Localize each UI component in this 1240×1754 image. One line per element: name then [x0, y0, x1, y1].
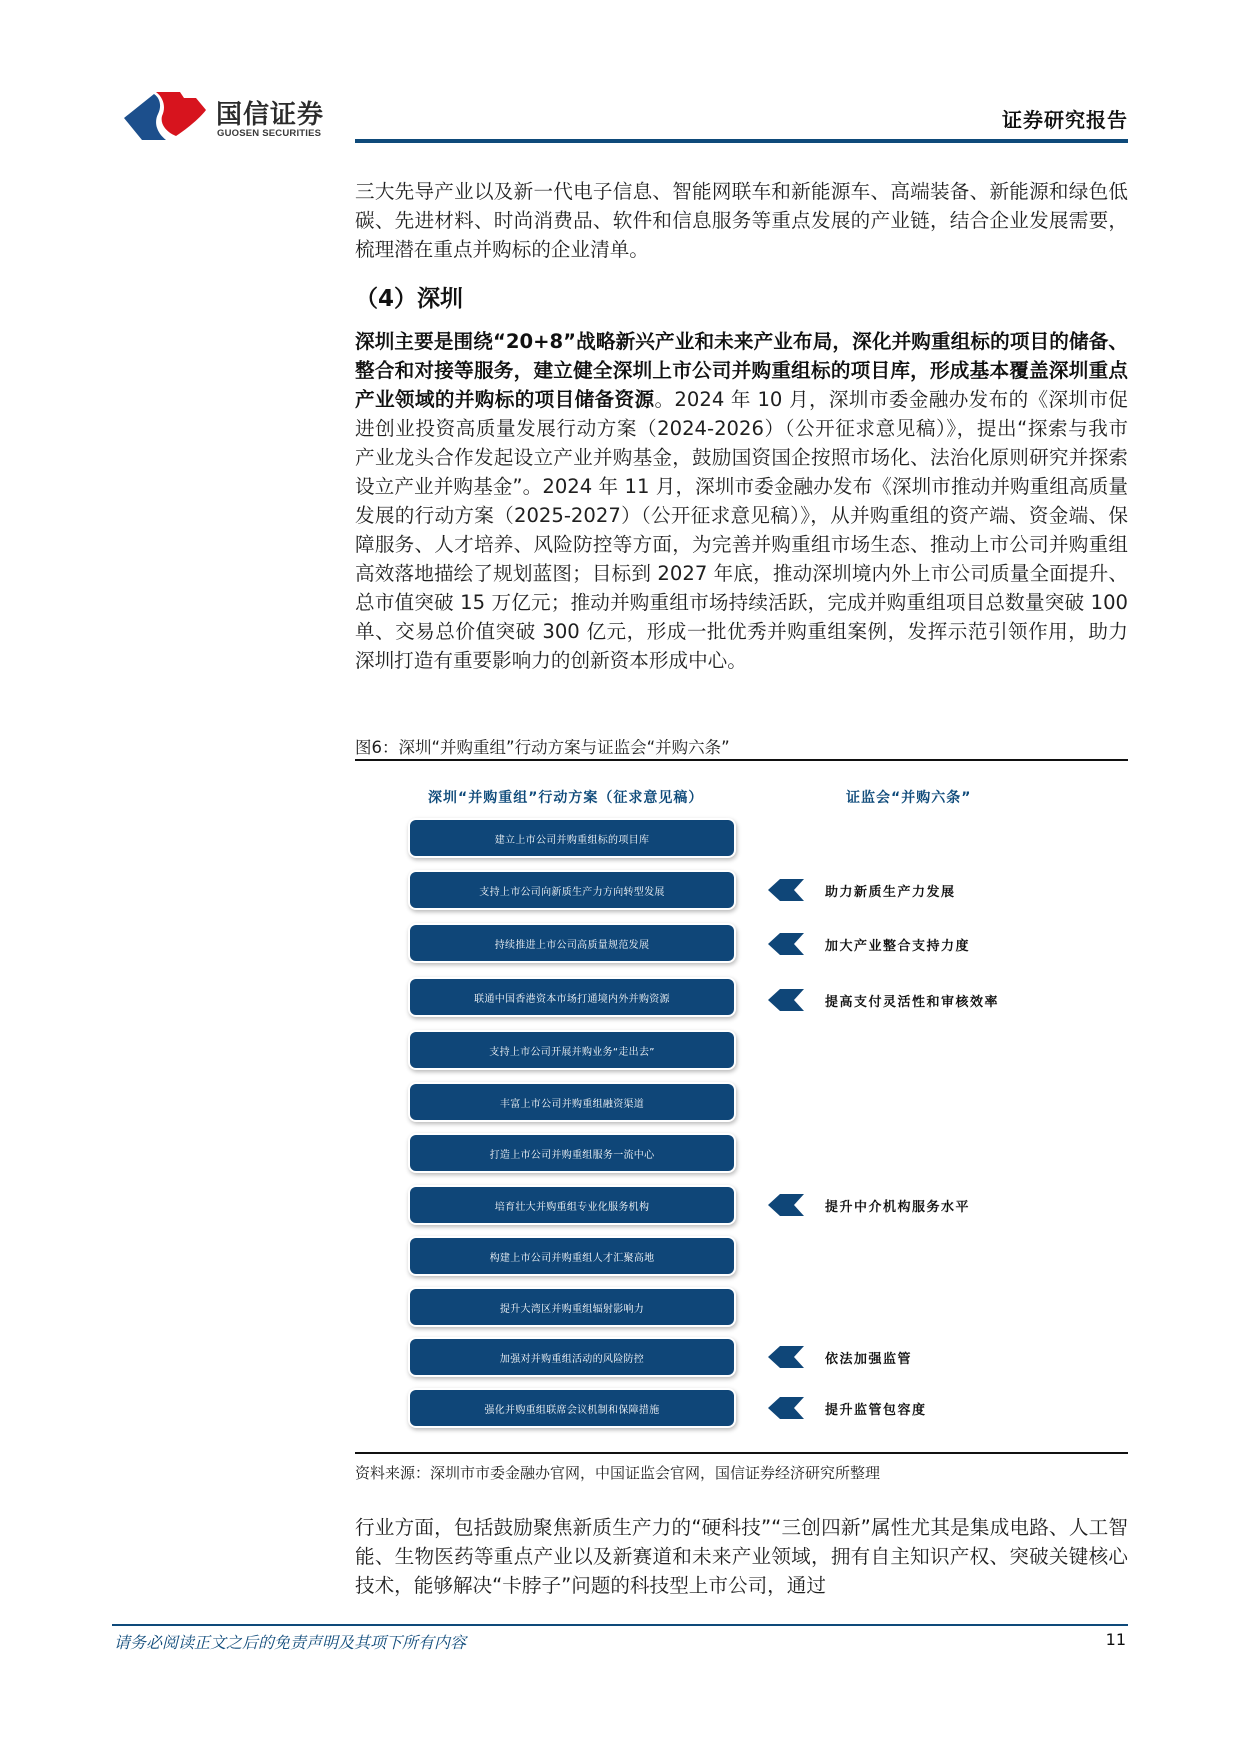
- plan-item-box: 支持上市公司向新质生产力方向转型发展: [410, 872, 734, 908]
- figure-source: 资料来源：深圳市市委金融办官网，中国证监会官网，国信证券经济研究所整理: [355, 1464, 881, 1482]
- report-type: 证券研究报告: [1002, 108, 1128, 132]
- figure-bottom-rule: [355, 1452, 1128, 1454]
- csrc-item-label: 提高支付灵活性和审核效率: [825, 995, 1000, 1010]
- chevron-left-icon: [768, 879, 804, 901]
- plan-item-box: 丰富上市公司并购重组融资渠道: [410, 1084, 734, 1120]
- plan-item-box: 培育壮大并购重组专业化服务机构: [410, 1187, 734, 1223]
- csrc-item-label: 提升中介机构服务水平: [825, 1200, 971, 1215]
- plan-item-box: 打造上市公司并购重组服务一流中心: [410, 1135, 734, 1171]
- plan-item-box: 持续推进上市公司高质量规范发展: [410, 925, 734, 961]
- plan-item-box: 提升大湾区并购重组辐射影响力: [410, 1289, 734, 1325]
- chevron-left-icon: [768, 989, 804, 1011]
- plan-item-box: 联通中国香港资本市场打通境内外并购资源: [410, 979, 734, 1015]
- plan-item-box: 加强对并购重组活动的风险防控: [410, 1339, 734, 1375]
- figure-title: 图6：深圳“并购重组”行动方案与证监会“并购六条”: [355, 738, 730, 757]
- paragraph-shenzhen: [355, 327, 1128, 675]
- guosen-logo: [120, 88, 340, 144]
- paragraph-shenzhen-rest: 。2024 年 10 月，深圳市委金融办发布的《深圳市促进创业投资高质量发展行动方案（2024-2026）（公开征求意见稿）》，提出“探索与我市产业龙头合作发起设立产业并购基金，鼓励国资国企按照市场化、法治化原则研究并探索设立产业并购基金”。2024 年 11 月，深圳市委金融办发布《深圳市推动并购重组高质量发展的行动方案（2025-2027）（公开征求意见稿）》，从并购重组的资产端、资金端、保障服务、人才培养、风险防控等方面，为完善并购重组市场生态、推动上市公司并购重组高效落地描绘了规划蓝图；目标到 2027 年底，推动深圳境内外上市公司质量全面提升、总市值突破 15 万亿元；推动并购重组市场持续活跃，完成并购重组项目总数量突破 100 单、交易总价值突破 300 亿元，形成一批优秀并购重组案例，发挥示范引领作用，助力深圳打造有重要影响力的创新资本形成中心。: [355, 388, 1129, 672]
- plan-item-box: 强化并购重组联席会议机制和保障措施: [410, 1390, 734, 1426]
- figure-left-header: 深圳“并购重组”行动方案（征求意见稿）: [428, 790, 704, 806]
- csrc-item-label: 提升监管包容度: [825, 1403, 927, 1418]
- logo-chinese-name: 国信证券: [216, 100, 325, 130]
- section-heading: （4）深圳: [355, 286, 464, 312]
- plan-item-box: 支持上市公司开展并购业务“走出去”: [410, 1032, 734, 1068]
- chevron-left-icon: [768, 1194, 804, 1216]
- figure-top-rule: [355, 759, 1128, 761]
- figure-right-header: 证监会“并购六条”: [846, 790, 972, 806]
- footer-disclaimer: 请务必阅读正文之后的免责声明及其项下所有内容: [114, 1633, 467, 1652]
- csrc-item-label: 助力新质生产力发展: [825, 885, 956, 900]
- chevron-left-icon: [768, 933, 804, 955]
- plan-item-box: 构建上市公司并购重组人才汇聚高地: [410, 1238, 734, 1274]
- csrc-item-label: 加大产业整合支持力度: [825, 939, 971, 954]
- page-number: 11: [1105, 1630, 1126, 1649]
- paragraph-shenzhen-bold: 深圳主要是围绕“20+8”战略新兴产业和未来产业布局，深化并购重组标的项目的储备、整合和对接等服务，建立健全深圳上市公司并购重组标的项目库，形成基本覆盖深圳重点产业领域的并购标的项目储备资源: [355, 330, 1128, 411]
- guosen-logo-icon: [120, 88, 212, 144]
- paragraph-intro: 三大先导产业以及新一代电子信息、智能网联车和新能源车、高端装备、新能源和绿色低碳、先进材料、时尚消费品、软件和信息服务等重点发展的产业链，结合企业发展需要，梳理潜在重点并购标的企业清单。: [355, 180, 1128, 261]
- chevron-left-icon: [768, 1346, 804, 1368]
- plan-item-box: 建立上市公司并购重组标的项目库: [410, 820, 734, 856]
- logo-english-name: GUOSEN SECURITIES: [217, 128, 322, 139]
- footer-divider: [112, 1624, 1128, 1626]
- header-divider: [355, 139, 1128, 143]
- paragraph-industry: 行业方面，包括鼓励聚焦新质生产力的“硬科技”“三创四新”属性尤其是集成电路、人工智能、生物医药等重点产业以及新赛道和未来产业领域，拥有自主知识产权、突破关键核心技术，能够解决“卡脖子”问题的科技型上市公司，通过: [355, 1516, 1128, 1597]
- chevron-left-icon: [768, 1397, 804, 1419]
- csrc-item-label: 依法加强监管: [825, 1352, 913, 1367]
